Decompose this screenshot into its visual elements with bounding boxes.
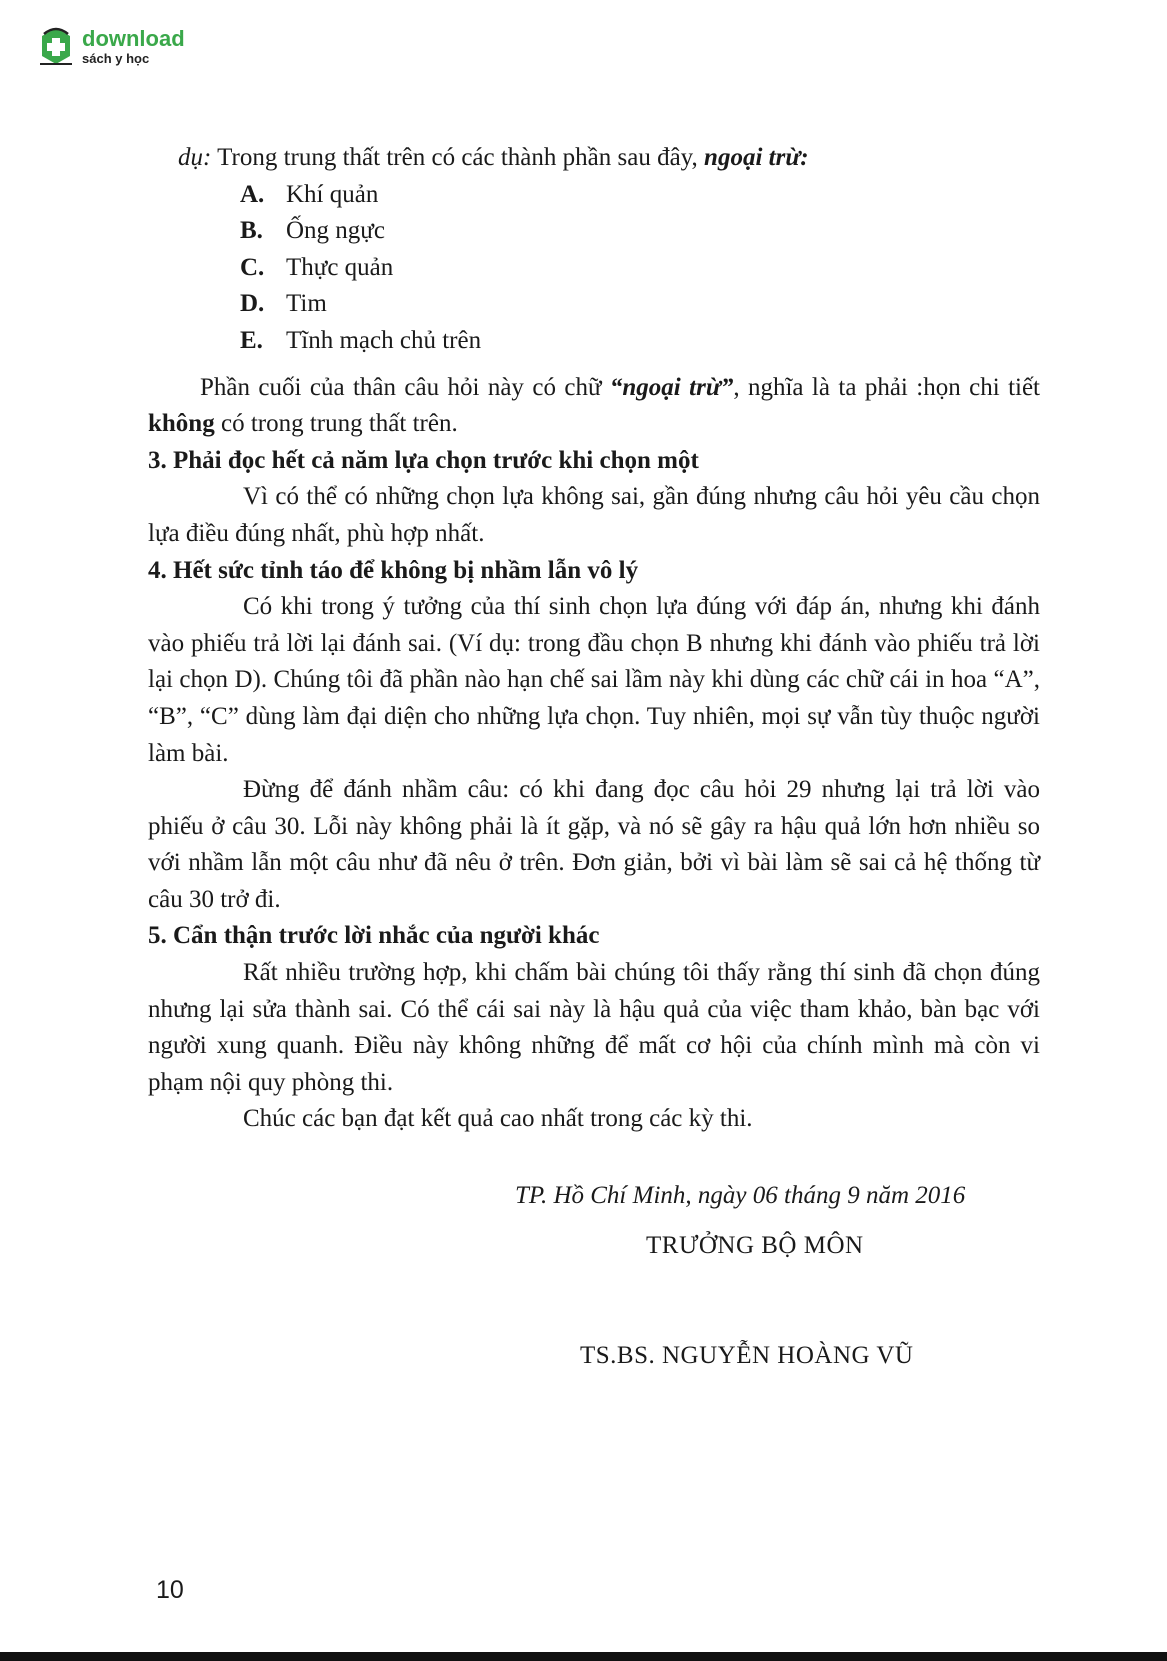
logo-subtitle: sách y học [82, 50, 150, 66]
section-4-text-1: Có khi trong ý tưởng của thí sinh chọn lựa đúng với đáp án, nhưng khi đánh vào phiếu trả lời lại đánh sai. (Ví dụ: trong đầu chọn B nhưng khi đánh vào phiếu trả lời lại chọn D). Chúng tôi đã phần nào hạn chế sai lầm này khi dùng các chữ cái in hoa “A”, “B”, “C” dùng làm đại diện cho những lựa chọn. Tuy nhiên, mọi sự vẫn tùy thuộc người làm bài. [148, 593, 1040, 767]
example-text: Trong trung thất trên có các thành phần sau đây, [211, 144, 705, 171]
question-example [148, 140, 1040, 177]
site-logo [36, 26, 185, 66]
medical-cross-icon [36, 26, 76, 66]
signature-title: TRƯỞNG BỘ MÔN [646, 1232, 864, 1259]
section-5-text: Rất nhiều trường hợp, khi chấm bài chúng tôi thấy rằng thí sinh đã chọn đúng nhưng lại sửa thành sai. Có thể cái sai này là hậu quả của việc tham khảo, bàn bạc với người xung quanh. Điều này không những để mất cơ hội của chính mình mà còn vi phạm nội quy phòng thi. [148, 959, 1040, 1096]
signature-name: TS.BS. NGUYỄN HOÀNG VŨ [580, 1342, 914, 1369]
option-d: D. Tim [240, 290, 327, 318]
section-4-text-2: Đừng để đánh nhầm câu: có khi đang đọc câu hỏi 29 nhưng lại trả lời vào phiếu ở câu 30. Lỗi này không phải là ít gặp, và nó sẽ gây ra hậu quả lớn hơn nhiều so với nhầm lẫn một câu như đã nêu ở trên. Đơn giản, bởi vì bài làm sẽ sai cả hệ thống từ câu 30 trở đi. [148, 776, 1040, 913]
page-number: 10 [156, 1576, 184, 1604]
paragraph-explanation: Phần cuối của thân câu hỏi này có chữ “ngoại trừ”, nghĩa là ta phải :họn chi tiết không có trong trung thất trên. [148, 373, 1040, 438]
section-3-text: Vì có thể có những chọn lựa không sai, gần đúng nhưng câu hỏi yêu cầu chọn lựa điều đúng nhất, phù hợp nhất. [148, 483, 1040, 547]
option-a: A. Khí quản [240, 180, 379, 208]
closing-line: Chúc các bạn đạt kết quả cao nhất trong các kỳ thi. [243, 1105, 753, 1133]
option-c: C. Thực quản [240, 253, 394, 281]
logo-title: download [82, 25, 185, 51]
option-b: B. Ống ngực [240, 217, 385, 245]
section-3-heading: 3. Phải đọc hết cả năm lựa chọn trước khi chọn một [148, 446, 699, 474]
example-label: dụ: [178, 144, 212, 171]
page-content [148, 140, 1040, 1138]
signature-date: TP. Hồ Chí Minh, ngày 06 tháng 9 năm 2016 [515, 1182, 966, 1209]
option-e: E. Tĩnh mạch chủ trên [240, 326, 482, 354]
section-5-heading: 5. Cẩn thận trước lời nhắc của người khác [148, 922, 600, 950]
section-4-heading: 4. Hết sức tỉnh táo để không bị nhầm lẫn vô lý [148, 556, 639, 584]
bottom-edge [0, 1652, 1167, 1661]
example-emphasis: ngoại trừ: [704, 144, 809, 171]
